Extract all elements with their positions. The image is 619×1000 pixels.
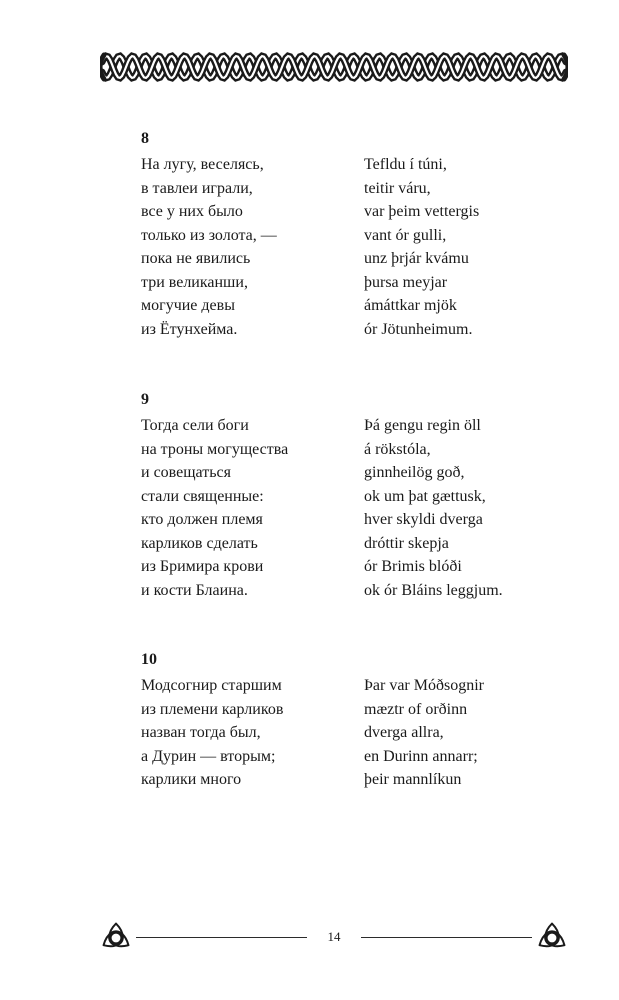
verse-line: три великанши, (141, 273, 248, 291)
verse-line: ór Brimis blóði (364, 558, 462, 575)
verse-line: unz þrjár kvámu (364, 250, 469, 267)
verse-line: из племени карликов (141, 700, 284, 718)
verse-line: ór Jötunheimum. (364, 320, 473, 338)
page-number: 14 (327, 929, 341, 944)
verse-line: þursa meyjar (364, 273, 448, 291)
verse-line: ámáttkar mjök (364, 297, 457, 314)
verse-line: на троны могущества (141, 440, 289, 458)
stanza-number: 8 (141, 130, 149, 147)
verse-line: Þá gengu regin öll (364, 417, 481, 434)
norse-verse (364, 674, 484, 792)
stanza-9 (141, 390, 561, 602)
verse-line: карлики много (141, 771, 242, 788)
russian-verse (141, 414, 364, 602)
verse-line: карликов сделать (141, 534, 258, 552)
verse-line: стали священные: (141, 487, 264, 505)
verse-line: Тогда сели боги (141, 417, 249, 434)
verse-line: ok ór Bláins leggjum. (364, 581, 503, 599)
russian-verse (141, 674, 364, 792)
verse-line: и совещаться (141, 464, 231, 481)
verse-line: все у них было (141, 203, 243, 220)
verse-line: пока не явились (141, 250, 251, 267)
verse-line: назван тогда был, (141, 724, 261, 741)
stanza-number: 9 (141, 391, 149, 408)
verse-line: кто должен племя (141, 511, 263, 528)
stanza-8 (141, 129, 561, 341)
verse-line: Þar var Móðsognir (364, 677, 484, 694)
verse-line: en Durinn annarr; (364, 747, 478, 765)
verse-line: и кости Блаина. (141, 581, 248, 599)
verse-line: vant ór gulli, (364, 226, 447, 244)
russian-verse (141, 153, 364, 341)
verse-line: dróttir skepja (364, 534, 449, 552)
verse-line: mæztr of orðinn (364, 700, 468, 718)
page-footer (98, 918, 570, 958)
verse-line: а Дурин — вторым; (141, 747, 276, 765)
celtic-knot-band (100, 50, 568, 84)
verse-line: var þeim vettergis (364, 203, 480, 220)
verse-line: из Ётунхейма. (141, 320, 238, 338)
verse-line: teitir váru, (364, 179, 431, 197)
triquetra-icon (534, 920, 570, 956)
verse-line: Tefldu í túni, (364, 156, 447, 173)
verse-line: ginnheilög goð, (364, 464, 465, 481)
footer-rule-left (136, 937, 307, 938)
verse-line: á rökstóla, (364, 440, 431, 458)
verse-line: hver skyldi dverga (364, 511, 483, 528)
stanza-10 (141, 650, 561, 792)
verse-line: из Бримира крови (141, 558, 264, 575)
footer-rule-right (361, 937, 532, 938)
verse-line: ok um þat gættusk, (364, 487, 486, 505)
verse-line: только из золота, — (141, 226, 277, 244)
verse-line: Модсогнир старшим (141, 677, 282, 694)
verse-line: могучие девы (141, 297, 235, 314)
stanza-number: 10 (141, 651, 157, 668)
verse-line: dverga allra, (364, 724, 444, 741)
verse-line: þeir mannlíkun (364, 771, 462, 788)
norse-verse (364, 414, 503, 602)
verse-line: На лугу, веселясь, (141, 156, 264, 173)
verse-line: в тавлеи играли, (141, 179, 253, 197)
norse-verse (364, 153, 479, 341)
triquetra-icon (98, 920, 134, 956)
